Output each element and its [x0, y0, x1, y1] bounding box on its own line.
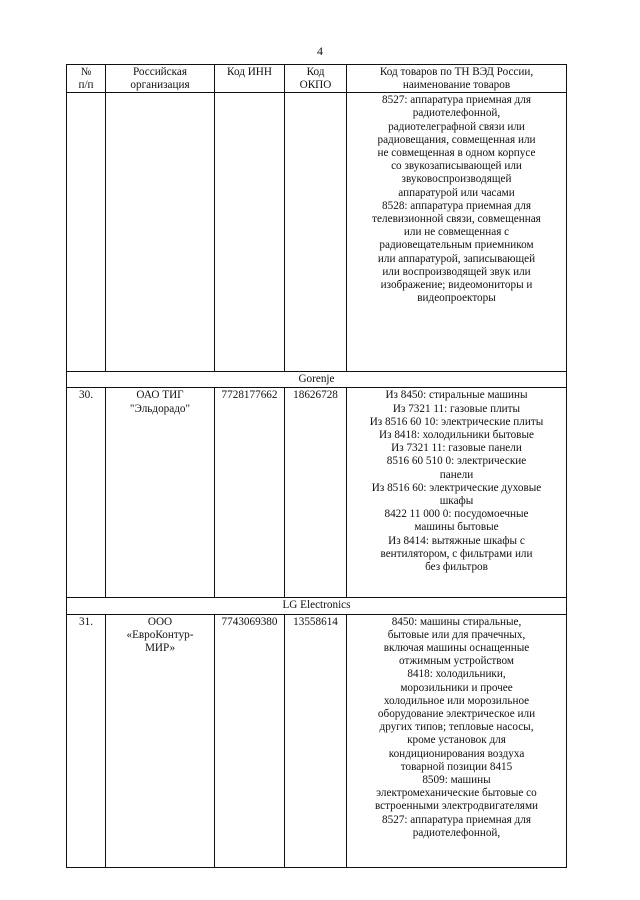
table-row-continuation	[67, 93, 567, 372]
cell-org	[106, 93, 215, 372]
cell-num: 30.	[67, 388, 106, 598]
cell-inn: 7743069380	[215, 614, 285, 867]
table-row	[67, 614, 567, 867]
cell-inn	[215, 93, 285, 372]
cell-goods: 8450: машины стиральные, бытовые или для прачечных, включая машины оснащенные отжимным устройством 8418: холодильники, морозильники и прочее холодильное или морозильное оборудование электрическое или других типов; тепловые насосы, кроме установок для кондиционирования воздуха товарной позиции 8415 8509: машины электромеханические бытовые со встроенными электродвигателями 8527: аппаратура приемная для радиотелефонной,	[347, 614, 567, 867]
header-num: № п/п	[67, 65, 106, 93]
group-header-lg-electronics	[67, 598, 567, 614]
page-number: 4	[317, 44, 323, 58]
brand-label: Gorenje	[67, 372, 567, 388]
cell-okpo: 18626728	[285, 388, 347, 598]
header-inn: Код ИНН	[215, 65, 285, 93]
group-header-gorenje	[67, 372, 567, 388]
cell-num: 31.	[67, 614, 106, 867]
cell-org: ОАО ТИГ "Эльдорадо"	[106, 388, 215, 598]
header-okpo: Код ОКПО	[285, 65, 347, 93]
cell-inn: 7728177662	[215, 388, 285, 598]
goods-table	[66, 64, 567, 868]
brand-label: LG Electronics	[67, 598, 567, 614]
cell-goods: Из 8450: стиральные машины Из 7321 11: газовые плиты Из 8516 60 10: электрические плиты Из 8418: холодильники бытовые Из 7321 11: газовые панели 8516 60 510 0: электрические панели Из 8516 60: электрические духовые шкафы 8422 11 000 0: посудомоечные машины бытовые Из 8414: вытяжные шкафы с вентилятором, с фильтрами или без фильтров	[347, 388, 567, 598]
table-row	[67, 388, 567, 598]
cell-goods: 8527: аппаратура приемная для радиотелефонной, радиотелеграфной связи или радиовещания, совмещенная или не совмещенная в одном корпусе со звукозаписывающей или звуковоспроизводящей аппаратурой или часами 8528: аппаратура приемная для телевизионной связи, совмещенная или не совмещенная с радиовещательным приемником или аппаратурой, записывающей или воспроизводящей звук или изображение; видеомониторы и видеопроекторы	[347, 93, 567, 372]
cell-okpo: 13558614	[285, 614, 347, 867]
header-goods: Код товаров по ТН ВЭД России, наименование товаров	[347, 65, 567, 93]
header-org: Российская организация	[106, 65, 215, 93]
cell-org: ООО «ЕвроКонтур- МИР»	[106, 614, 215, 867]
table-header-row	[67, 65, 567, 93]
cell-num	[67, 93, 106, 372]
cell-okpo	[285, 93, 347, 372]
